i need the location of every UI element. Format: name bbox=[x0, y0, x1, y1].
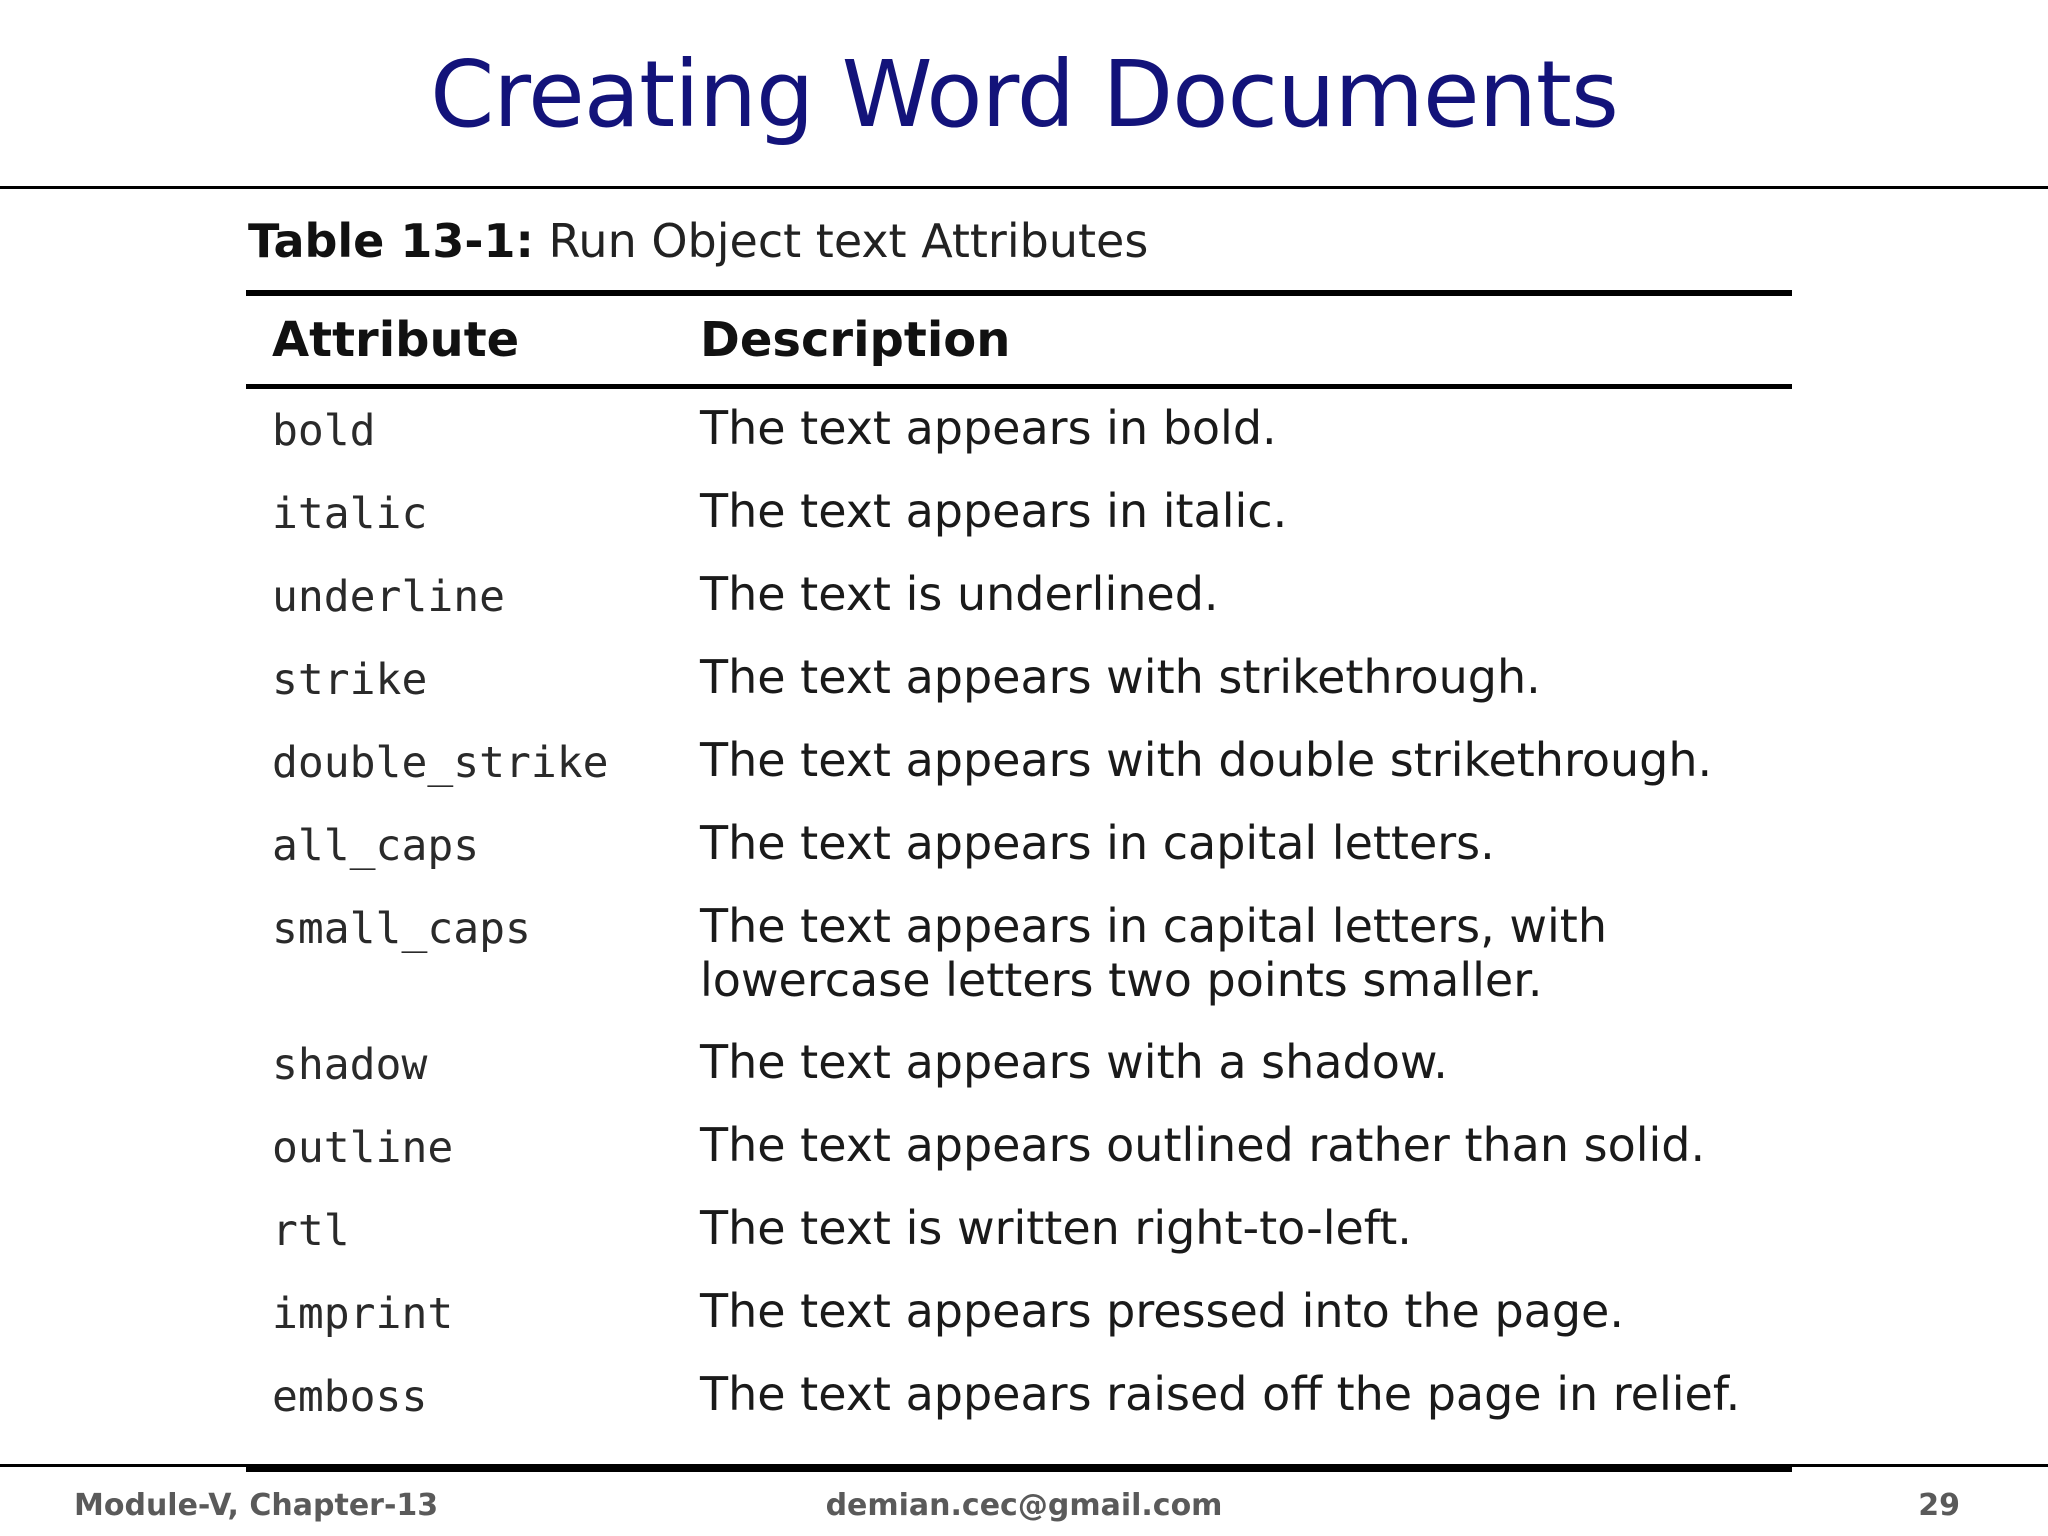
description-line: The text appears raised off the page in relief. bbox=[700, 1367, 1741, 1421]
table-caption-text: Run Object text Attributes bbox=[533, 214, 1149, 268]
attribute-cell: imprint bbox=[272, 1289, 454, 1339]
table-row bbox=[246, 733, 1792, 816]
attribute-cell: outline bbox=[272, 1123, 454, 1173]
attribute-cell: italic bbox=[272, 489, 428, 539]
table-caption bbox=[248, 212, 1148, 270]
table-row bbox=[246, 1118, 1792, 1201]
attributes-table bbox=[246, 290, 1792, 1472]
description-line: The text is written right-to-left. bbox=[700, 1201, 1412, 1255]
table-row bbox=[246, 1201, 1792, 1284]
attribute-cell: shadow bbox=[272, 1040, 428, 1090]
table-row bbox=[246, 1367, 1792, 1450]
description-line: The text appears with strikethrough. bbox=[700, 650, 1541, 704]
column-header-attribute: Attribute bbox=[272, 312, 520, 368]
description-cell bbox=[700, 1284, 1792, 1338]
description-cell bbox=[700, 1201, 1792, 1255]
description-line: The text appears in italic. bbox=[700, 484, 1288, 538]
description-line: The text appears with double strikethrough. bbox=[700, 733, 1713, 787]
title-divider bbox=[0, 186, 2048, 189]
attribute-cell: strike bbox=[272, 655, 428, 705]
description-line: The text appears outlined rather than solid. bbox=[700, 1118, 1706, 1172]
description-line: The text appears in capital letters. bbox=[700, 816, 1495, 870]
attribute-cell: emboss bbox=[272, 1372, 428, 1422]
table-row bbox=[246, 484, 1792, 567]
footer-page-number: 29 bbox=[1918, 1488, 1960, 1523]
attribute-cell: double_strike bbox=[272, 738, 609, 788]
description-cell bbox=[700, 816, 1792, 870]
description-cell bbox=[700, 1367, 1792, 1421]
description-cell bbox=[700, 899, 1792, 1007]
description-cell bbox=[700, 650, 1792, 704]
table-row bbox=[246, 816, 1792, 899]
attribute-cell: underline bbox=[272, 572, 505, 622]
table-row bbox=[246, 401, 1792, 484]
description-cell bbox=[700, 401, 1792, 455]
description-cell bbox=[700, 1118, 1792, 1172]
description-line: lowercase letters two points smaller. bbox=[700, 953, 1543, 1007]
description-line: The text appears in bold. bbox=[700, 401, 1277, 455]
attribute-cell: rtl bbox=[272, 1206, 350, 1256]
table-row bbox=[246, 899, 1792, 1035]
table-row bbox=[246, 1035, 1792, 1118]
table-header-row bbox=[246, 296, 1792, 384]
description-cell bbox=[700, 567, 1792, 621]
attribute-cell: small_caps bbox=[272, 904, 531, 954]
footer-email: demian.cec@gmail.com bbox=[825, 1488, 1223, 1523]
description-line: The text is underlined. bbox=[700, 567, 1219, 621]
description-line: The text appears with a shadow. bbox=[700, 1035, 1448, 1089]
slide-title: Creating Word Documents bbox=[430, 41, 1618, 148]
table-body bbox=[246, 389, 1792, 1466]
description-line: The text appears in capital letters, with bbox=[700, 899, 1607, 953]
footer-module-chapter: Module-V, Chapter-13 bbox=[74, 1488, 439, 1523]
table-row bbox=[246, 650, 1792, 733]
table-row bbox=[246, 567, 1792, 650]
table-caption-label: Table 13-1: bbox=[248, 214, 534, 268]
description-cell bbox=[700, 733, 1792, 787]
table-row bbox=[246, 1284, 1792, 1367]
description-line: The text appears pressed into the page. bbox=[700, 1284, 1624, 1338]
description-cell bbox=[700, 484, 1792, 538]
attribute-cell: all_caps bbox=[272, 821, 480, 871]
description-cell bbox=[700, 1035, 1792, 1089]
footer-divider bbox=[0, 1464, 2048, 1467]
column-header-description: Description bbox=[700, 312, 1011, 368]
attribute-cell: bold bbox=[272, 406, 376, 456]
